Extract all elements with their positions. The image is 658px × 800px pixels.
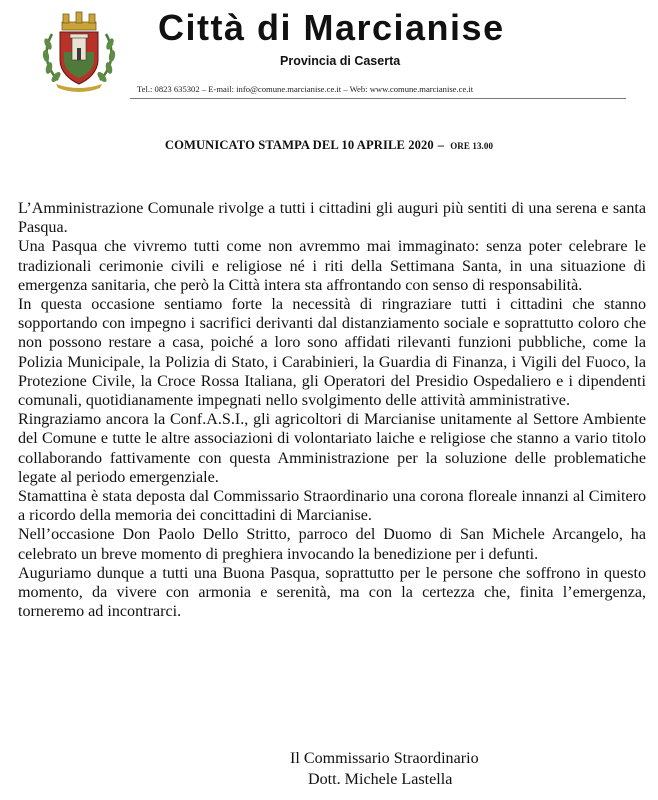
paragraph: In questa occasione sentiamo forte la necessità di ringraziare tutti i cittadini che stanno sopportando con impegno i sacrifici derivanti dal distanziamento sociale e soprattutto coloro che non possono restare a casa, poiché a loro sono affidati rilevanti funzioni pubbliche, come la Polizia Municipale, la Polizia di Stato, i Carabinieri, la Guardia di Finanza, i Vigili del Fuoco, la Protezione Civile, la Croce Rossa Italiana, gli Operatori del Presidio Ospedaliero e i dipendenti comunali, quotidianamente impegnati nello svolgimento delle attività amministrative. [18, 296, 646, 410]
press-release-dash: – [437, 138, 445, 152]
press-release-heading [0, 138, 658, 153]
press-release-time: ORE 13.00 [450, 141, 494, 151]
city-name: Città di Marcianise [158, 7, 505, 48]
letterhead [0, 0, 658, 100]
city-crest-icon [38, 8, 120, 92]
province-name: Provincia di Caserta [280, 54, 401, 68]
paragraph: Stamattina è stata deposta dal Commissario Straordinario una corona floreale innanzi al Cimitero a ricordo della memoria dei concittadini di Marcianise. [18, 488, 646, 525]
paragraph: Auguriamo dunque a tutti una Buona Pasqua, soprattutto per le persone che soffrono in questo momento, da vivere con armonia e serenità, ma con la certezza che, finita l’emergenza, torneremo ad incontrarci. [18, 564, 646, 621]
paragraph: L’Amministrazione Comunale rivolge a tutti i cittadini gli auguri più sentiti di una serena e santa Pasqua. [18, 200, 646, 237]
signature-block [290, 748, 590, 790]
paragraph: Una Pasqua che vivremo tutti come non avremmo mai immaginato: senza poter celebrare le tradizionali cerimonie civili e religiose né i riti della Settimana Santa, in una situazione di emergenza sanitaria, che però la Città intera sta affrontando con senso di responsabilità. [18, 238, 646, 294]
press-release-title: COMUNICATO STAMPA DEL 10 APRILE 2020 [164, 138, 434, 152]
paragraph: Nell’occasione Don Paolo Dello Stritto, parroco del Duomo di San Michele Arcangelo, ha celebrato un breve momento di preghiera invocando la benedizione per i defunti. [18, 526, 646, 563]
contact-line: Tel.: 0823 635302 – E-mail: info@comune.marcianise.ce.it – Web: www.comune.marcianise.ce.it [137, 84, 474, 94]
press-release-body [18, 199, 646, 621]
signature-name: Dott. Michele Lastella [308, 771, 453, 788]
paragraph: Ringraziamo ancora la Conf.A.S.I., gli agricoltori di Marcianise unitamente al Settore Ambiente del Comune e tutte le altre associazioni di volontariato laiche e religiose che stanno a vario titolo collaborando fattivamente con questa Amministrazione per la soluzione delle problematiche legate al periodo emergenziale. [18, 411, 646, 486]
signature-role: Il Commissario Straordinario [290, 750, 479, 767]
header-divider [130, 98, 626, 99]
